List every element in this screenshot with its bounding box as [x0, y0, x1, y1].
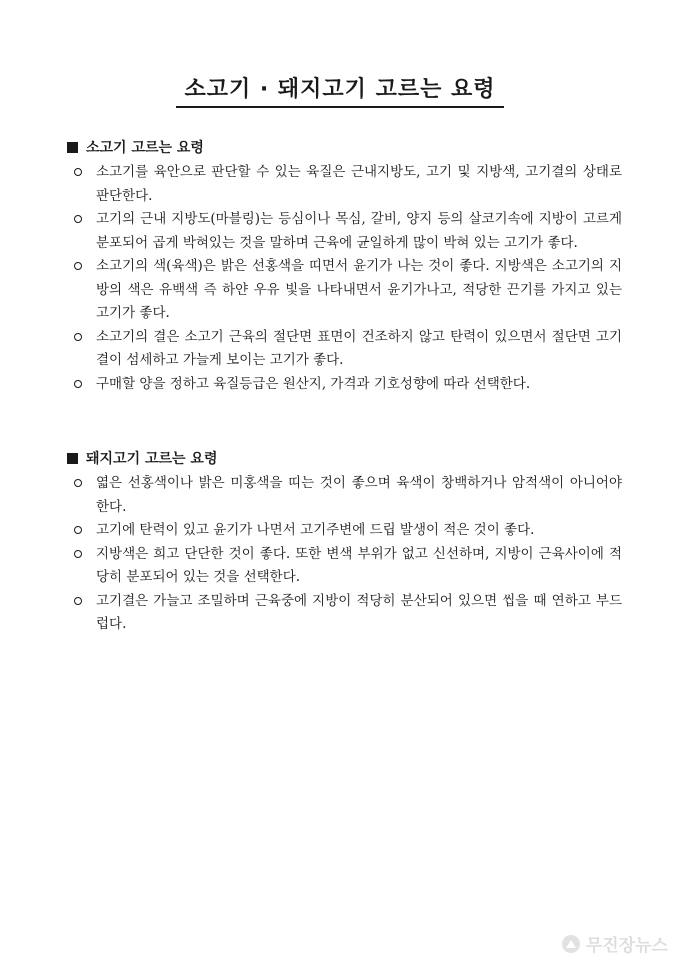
- list-item-text: 소고기를 육안으로 판단할 수 있는 육질은 근내지방도, 고기 및 지방색, 고기결의 상태로 판단한다.: [96, 164, 622, 204]
- beef-tips-list: [66, 161, 622, 396]
- list-item-text: 소고기의 결은 소고기 근육의 절단면 표면이 건조하지 않고 탄력이 있으면서 절단면 고기결이 섬세하고 가늘게 보이는 고기가 좋다.: [96, 328, 622, 368]
- circle-bullet-icon: [74, 168, 82, 176]
- circle-bullet-icon: [74, 215, 82, 223]
- circle-bullet-icon: [74, 479, 82, 487]
- list-item-text: 고기결은 가늘고 조밀하며 근육중에 지방이 적당히 분산되어 있으면 씹을 때 연하고 부드럽다.: [96, 592, 622, 632]
- list-item: [66, 255, 622, 326]
- circle-bullet-icon: [74, 550, 82, 558]
- watermark: [562, 931, 668, 956]
- list-item-text: 고기의 근내 지방도(마블링)는 등심이나 목심, 갈비, 양지 등의 살코기속에 지방이 고르게 분포되어 곱게 박혀있는 것을 말하며 근육에 균일하게 많이 박혀 있는 고기가 좋다.: [96, 211, 622, 251]
- section-pork: [66, 446, 622, 637]
- list-item: [66, 326, 622, 373]
- list-item-text: 엷은 선홍색이나 밝은 미홍색을 띠는 것이 좋으며 육색이 창백하거나 암적색이 아니어야 한다.: [96, 475, 622, 515]
- list-item: [66, 208, 622, 255]
- filled-square-bullet-icon: [67, 142, 78, 153]
- watermark-text: 무진장뉴스: [585, 936, 668, 956]
- circle-bullet-icon: [74, 526, 82, 534]
- filled-square-bullet-icon: [67, 453, 78, 464]
- circle-bullet-icon: [74, 262, 82, 270]
- list-item: [66, 543, 622, 590]
- section-beef: [66, 135, 622, 396]
- list-item-text: 구매할 양을 정하고 육질등급은 원산지, 가격과 기호성향에 따라 선택한다.: [96, 375, 531, 392]
- section-heading-text: 돼지고기 고르는 요령: [86, 451, 218, 467]
- list-item: [66, 373, 622, 397]
- list-item-text: 소고기의 색(육색)은 밝은 선홍색을 띠면서 윤기가 나는 것이 좋다. 지방색은 소고기의 지방의 색은 유백색 즉 하얀 우유 빛을 나타내면서 윤기가나고, 적당한 끈기를 가지고 있는 고기가 좋다.: [96, 258, 622, 321]
- list-item-text: 고기에 탄력이 있고 윤기가 나면서 고기주변에 드립 발생이 적은 것이 좋다.: [96, 522, 535, 538]
- list-item: [66, 519, 622, 543]
- circle-bullet-icon: [74, 597, 82, 605]
- list-item-text: 지방색은 희고 단단한 것이 좋다. 또한 변색 부위가 없고 신선하며, 지방이 근육사이에 적당히 분포되어 있는 것을 선택한다.: [96, 545, 622, 585]
- circle-bullet-icon: [74, 380, 82, 388]
- list-item: [66, 472, 622, 519]
- circle-bullet-icon: [74, 333, 82, 341]
- page-title-wrapper: [0, 72, 680, 108]
- mountain-logo-icon: [562, 935, 580, 953]
- section-heading-text: 소고기 고르는 요령: [86, 140, 204, 156]
- section-heading-beef: [66, 135, 622, 159]
- section-heading-pork: [66, 446, 622, 470]
- page-title: 소고기 · 돼지고기 고르는 요령: [176, 72, 503, 108]
- pork-tips-list: [66, 472, 622, 637]
- list-item: [66, 590, 622, 637]
- list-item: [66, 161, 622, 208]
